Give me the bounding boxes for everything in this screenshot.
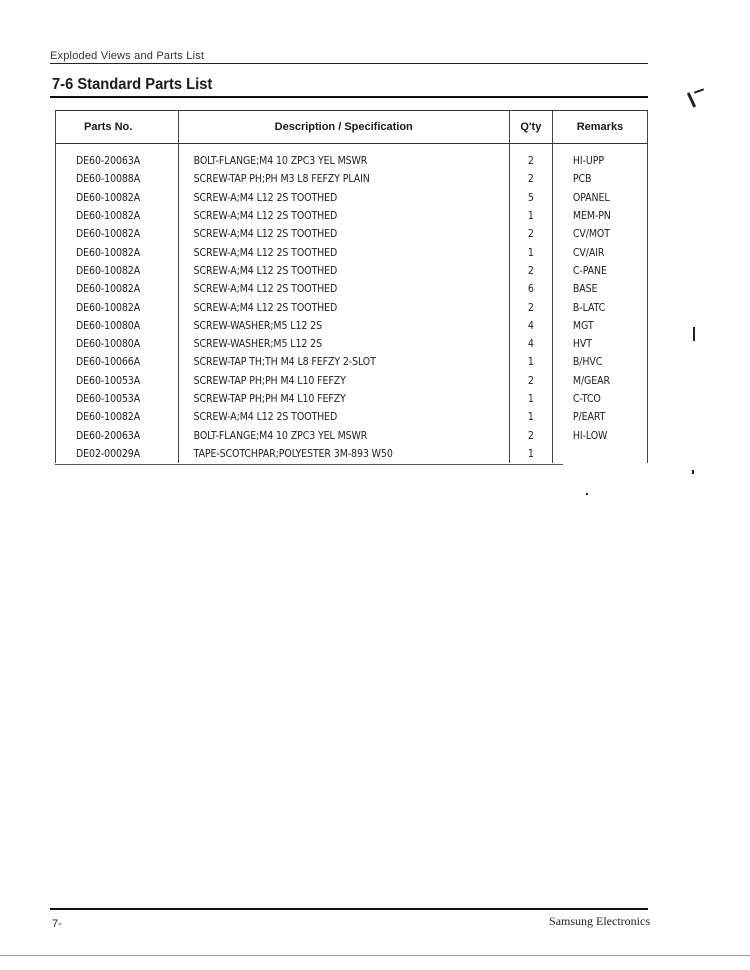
description-cell: TAPE-SCOTCHPAR;POLYESTER 3M-893 W50 xyxy=(178,445,509,463)
scan-speck xyxy=(586,493,588,495)
table-row xyxy=(56,144,648,171)
table-row xyxy=(56,170,648,188)
quantity-cell: 4 xyxy=(509,335,552,353)
part-number-cell: DE60-10082A xyxy=(56,298,179,316)
header-rule xyxy=(50,63,648,64)
footer-brand: Samsung Electronics xyxy=(549,914,650,928)
quantity-cell: 1 xyxy=(509,408,552,426)
quantity-cell: 2 xyxy=(509,426,552,444)
scan-speck xyxy=(692,470,694,474)
remarks-cell: P/EART xyxy=(552,408,647,426)
table-row xyxy=(56,225,648,243)
quantity-cell: 6 xyxy=(509,280,552,298)
part-number-cell: DE60-10082A xyxy=(56,262,179,280)
remarks-cell: M/GEAR xyxy=(552,372,647,390)
description-cell: BOLT-FLANGE;M4 10 ZPC3 YEL MSWR xyxy=(178,426,509,444)
description-cell: SCREW-TAP TH;TH M4 L8 FEFZY 2-SLOT xyxy=(178,353,509,371)
part-number-cell: DE60-10080A xyxy=(56,335,179,353)
part-number-cell: DE60-10082A xyxy=(56,225,179,243)
description-cell: SCREW-A;M4 L12 2S TOOTHED xyxy=(178,207,509,225)
table-row xyxy=(56,426,648,444)
page-number: 7- xyxy=(52,918,62,930)
col-header-remarks: Remarks xyxy=(552,111,647,144)
part-number-cell: DE60-10080A xyxy=(56,317,179,335)
table-row xyxy=(56,408,648,426)
part-number-cell: DE60-10066A xyxy=(56,353,179,371)
part-number-cell: DE60-10053A xyxy=(56,390,179,408)
section-title: 7-6 Standard Parts List xyxy=(52,76,213,93)
part-number-cell: DE60-10082A xyxy=(56,243,179,261)
remarks-cell: C-TCO xyxy=(552,390,647,408)
table-row xyxy=(56,317,648,335)
quantity-cell: 1 xyxy=(509,243,552,261)
description-cell: SCREW-A;M4 L12 2S TOOTHED xyxy=(178,262,509,280)
remarks-cell: HI-UPP xyxy=(552,144,647,171)
part-number-cell: DE60-10082A xyxy=(56,207,179,225)
description-cell: SCREW-A;M4 L12 2S TOOTHED xyxy=(178,189,509,207)
table-row xyxy=(56,189,648,207)
table-row xyxy=(56,390,648,408)
description-cell: SCREW-A;M4 L12 2S TOOTHED xyxy=(178,298,509,316)
remarks-cell: PCB xyxy=(552,170,647,188)
table-row xyxy=(56,280,648,298)
table-body xyxy=(56,144,648,464)
remarks-cell: CV/MOT xyxy=(552,225,647,243)
table-row xyxy=(56,445,648,463)
table-row xyxy=(56,353,648,371)
remarks-cell: MGT xyxy=(552,317,647,335)
table-bottom-rule xyxy=(55,464,563,465)
description-cell: SCREW-A;M4 L12 2S TOOTHED xyxy=(178,280,509,298)
description-cell: BOLT-FLANGE;M4 10 ZPC3 YEL MSWR xyxy=(178,144,509,171)
remarks-cell: CV/AIR xyxy=(552,243,647,261)
description-cell: SCREW-WASHER;M5 L12 2S xyxy=(178,317,509,335)
description-cell: SCREW-WASHER;M5 L12 2S xyxy=(178,335,509,353)
remarks-cell: B/HVC xyxy=(552,353,647,371)
scan-edge xyxy=(0,955,750,956)
description-cell: SCREW-TAP PH;PH M3 L8 FEFZY PLAIN xyxy=(178,170,509,188)
table-row xyxy=(56,207,648,225)
part-number-cell: DE60-10082A xyxy=(56,408,179,426)
part-number-cell: DE60-10053A xyxy=(56,372,179,390)
quantity-cell: 1 xyxy=(509,390,552,408)
quantity-cell: 2 xyxy=(509,262,552,280)
remarks-cell: B-LATC xyxy=(552,298,647,316)
scan-speck xyxy=(687,92,696,108)
scan-speck xyxy=(693,327,695,341)
table-row xyxy=(56,298,648,316)
remarks-cell: BASE xyxy=(552,280,647,298)
quantity-cell: 2 xyxy=(509,298,552,316)
description-cell: SCREW-A;M4 L12 2S TOOTHED xyxy=(178,243,509,261)
quantity-cell: 1 xyxy=(509,353,552,371)
col-header-description: Description / Specification xyxy=(178,111,509,144)
description-cell: SCREW-A;M4 L12 2S TOOTHED xyxy=(178,225,509,243)
running-header: Exploded Views and Parts List xyxy=(50,50,205,62)
title-rule xyxy=(50,96,648,98)
quantity-cell: 4 xyxy=(509,317,552,335)
scan-speck xyxy=(694,88,704,93)
footer-rule xyxy=(50,908,648,910)
quantity-cell: 2 xyxy=(509,225,552,243)
part-number-cell: DE60-20063A xyxy=(56,144,179,171)
quantity-cell: 5 xyxy=(509,189,552,207)
part-number-cell: DE60-10088A xyxy=(56,170,179,188)
col-header-parts-no: Parts No. xyxy=(56,111,179,144)
table-row xyxy=(56,372,648,390)
table-row xyxy=(56,262,648,280)
description-cell: SCREW-A;M4 L12 2S TOOTHED xyxy=(178,408,509,426)
remarks-cell xyxy=(552,445,647,463)
description-cell: SCREW-TAP PH;PH M4 L10 FEFZY xyxy=(178,372,509,390)
quantity-cell: 2 xyxy=(509,372,552,390)
remarks-cell: C-PANE xyxy=(552,262,647,280)
remarks-cell: HI-LOW xyxy=(552,426,647,444)
remarks-cell: OPANEL xyxy=(552,189,647,207)
standard-parts-table xyxy=(55,110,648,463)
quantity-cell: 2 xyxy=(509,144,552,171)
part-number-cell: DE60-10082A xyxy=(56,189,179,207)
table-header-row xyxy=(56,111,648,144)
quantity-cell: 1 xyxy=(509,207,552,225)
description-cell: SCREW-TAP PH;PH M4 L10 FEFZY xyxy=(178,390,509,408)
table-row xyxy=(56,335,648,353)
quantity-cell: 1 xyxy=(509,445,552,463)
table-row xyxy=(56,243,648,261)
quantity-cell: 2 xyxy=(509,170,552,188)
part-number-cell: DE60-10082A xyxy=(56,280,179,298)
remarks-cell: MEM-PN xyxy=(552,207,647,225)
col-header-qty: Q'ty xyxy=(509,111,552,144)
part-number-cell: DE60-20063A xyxy=(56,426,179,444)
part-number-cell: DE02-00029A xyxy=(56,445,179,463)
remarks-cell: HVT xyxy=(552,335,647,353)
